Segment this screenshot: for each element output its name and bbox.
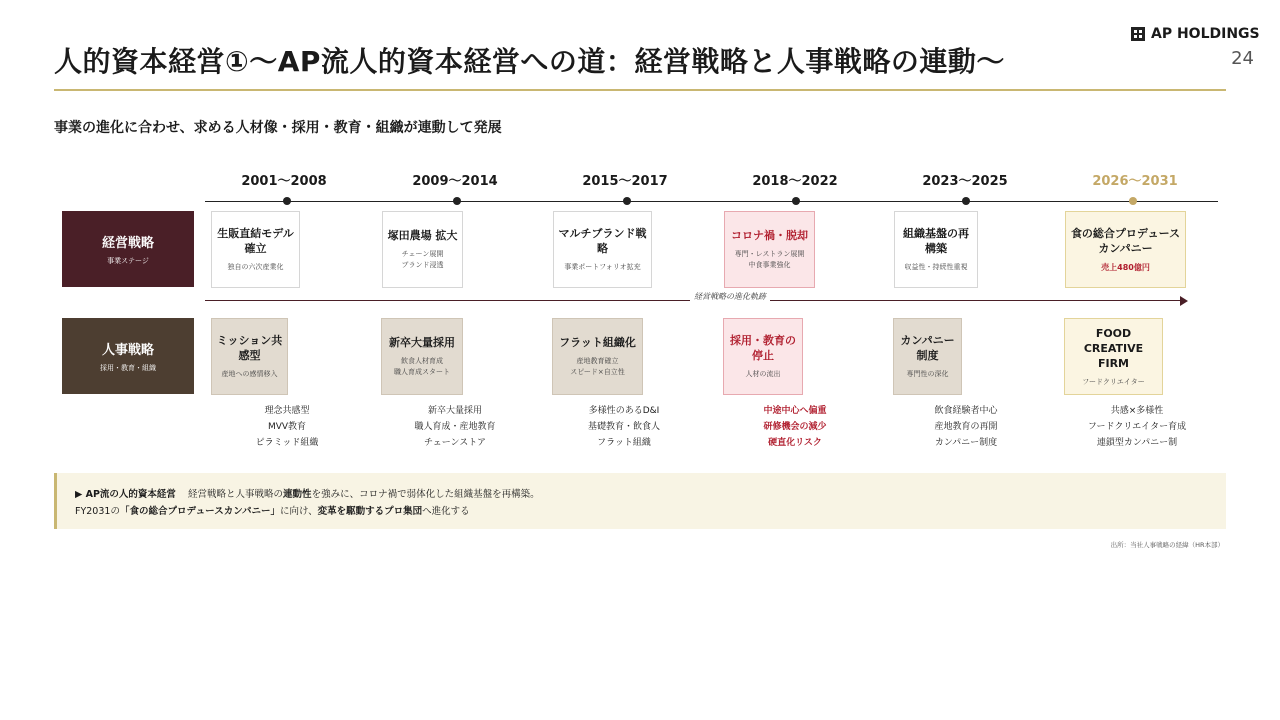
card-detail: 収益性・持続性重視 xyxy=(904,263,968,271)
strategy-stage-card xyxy=(211,211,300,288)
revenue-target: 売上480億円 xyxy=(1101,263,1150,272)
note-item: 多様性のあるD&I xyxy=(588,406,660,416)
hr-stage-card xyxy=(893,318,962,395)
card-detail: 専門性の深化 xyxy=(906,370,949,378)
hr-stage-card xyxy=(381,318,463,395)
card-title: ミッション共感型 xyxy=(216,334,283,362)
note-item: 職人育成・産地教育 xyxy=(414,422,496,432)
summary-text: 経営戦略と人事戦略の xyxy=(188,489,284,500)
year-label: 2015〜2017 xyxy=(582,174,668,189)
year-label: 2018〜2022 xyxy=(752,174,838,189)
row-label-title: 人事戦略 xyxy=(101,343,154,358)
card-title: 生販直結モデル確立 xyxy=(217,227,294,255)
strategy-stage-card xyxy=(553,211,652,288)
timeline-dot xyxy=(453,197,461,205)
stage-notes xyxy=(212,403,362,451)
summary-text: へ進化する xyxy=(422,506,470,517)
stage-notes xyxy=(891,403,1041,451)
summary-heading: ▶ AP流の人的資本経営 xyxy=(75,489,176,500)
note-item: チェーンストア xyxy=(423,438,486,448)
card-detail: 専門・レストラン展開 中食事業強化 xyxy=(734,250,805,269)
card-title: コロナ禍・脱却 xyxy=(731,229,808,242)
strategy-stage-card-future xyxy=(1065,211,1186,288)
note-item: ピラミッド組織 xyxy=(255,438,319,448)
company-logo xyxy=(1131,26,1260,42)
timeline-dot-future xyxy=(1129,197,1137,205)
card-detail: 事業ポートフォリオ拡充 xyxy=(564,263,641,271)
note-item: 硬直化リスク xyxy=(768,438,822,448)
source-note: 出所：当社人事戦略の経緯（HR本部） xyxy=(1110,541,1224,549)
note-item: 新卒大量採用 xyxy=(427,406,482,416)
year-label: 2001〜2008 xyxy=(241,174,327,189)
card-detail: 産地への感情移入 xyxy=(221,370,278,378)
page-number: 24 xyxy=(1231,48,1254,69)
note-item: フードクリエイター育成 xyxy=(1087,422,1187,432)
logo-mark-icon xyxy=(1131,27,1145,41)
row-label-hr xyxy=(62,318,194,394)
hr-stage-card-alert xyxy=(723,318,803,395)
strategy-stage-card-alert xyxy=(724,211,815,288)
year-label: 2023〜2025 xyxy=(922,174,1008,189)
timeline-dot xyxy=(962,197,970,205)
hr-stage-card xyxy=(211,318,288,395)
note-item: 基礎教育・飲食人 xyxy=(587,422,660,432)
summary-text: に向け、 xyxy=(280,506,318,517)
summary-box xyxy=(54,473,1226,529)
note-item: 連鎖型カンパニー制 xyxy=(1096,438,1178,448)
card-detail: フードクリエイター xyxy=(1082,377,1145,386)
year-label: 2009〜2014 xyxy=(412,174,498,189)
card-detail: 独自の六次産業化 xyxy=(227,263,284,271)
card-detail: チェーン展開 ブランド浸透 xyxy=(401,250,444,269)
note-item: 産地教育の再開 xyxy=(934,422,998,432)
card-detail: 飲食人材育成 職人育成スタート xyxy=(394,357,450,376)
title-divider xyxy=(54,89,1226,91)
card-title: カンパニー制度 xyxy=(900,334,955,362)
summary-text: FY2031の xyxy=(75,506,120,517)
card-title: 塚田農場 拡大 xyxy=(387,229,458,242)
strategy-stage-card xyxy=(894,211,978,288)
card-detail: 人材の流出 xyxy=(745,370,781,378)
stage-notes xyxy=(380,403,530,451)
note-item: 理念共感型 xyxy=(264,406,310,416)
arrow-label-text: 経営戦略の進化軌跡 xyxy=(690,292,770,301)
note-item: カンパニー制度 xyxy=(934,438,998,448)
stage-notes xyxy=(1062,403,1212,451)
timeline-axis xyxy=(205,201,1218,202)
card-title: 食の総合プロデュースカンパニー xyxy=(1070,227,1181,255)
row-label-subtitle: 採用・教育・組織 xyxy=(100,364,156,372)
row-label-subtitle: 事業ステージ xyxy=(107,257,149,265)
summary-line-2 xyxy=(75,503,1208,520)
stage-notes xyxy=(549,403,699,451)
note-item: 研修機会の減少 xyxy=(763,422,827,432)
note-item: 中途中心へ偏重 xyxy=(763,406,827,416)
slide-subtitle: 事業の進化に合わせ、求める人材像・採用・教育・組織が連動して発展 xyxy=(54,120,502,136)
page-title: 人的資本経営①〜AP流人的資本経営への道：経営戦略と人事戦略の連動〜 xyxy=(54,45,1005,78)
logo-text: AP HOLDINGS xyxy=(1151,26,1260,42)
summary-emphasis: 「食の総合プロデュースカンパニー」 xyxy=(119,506,281,517)
summary-emphasis: 変革を駆動するプロ集団 xyxy=(317,506,423,517)
card-title: 組織基盤の再構築 xyxy=(903,227,969,255)
year-label-future: 2026〜2031 xyxy=(1092,174,1178,189)
row-label-strategy xyxy=(62,211,194,287)
row-label-title: 経営戦略 xyxy=(101,236,154,251)
card-title: FOOD CREATIVE FIRM xyxy=(1083,326,1144,370)
arrow-right-icon xyxy=(1180,296,1188,306)
note-item: フラット組織 xyxy=(597,438,651,448)
card-title: 新卒大量採用 xyxy=(389,336,455,349)
note-item: 飲食経験者中心 xyxy=(934,406,998,416)
summary-text: を強みに、コロナ禍で弱体化した組織基盤を再構築。 xyxy=(311,489,540,500)
card-title: フラット組織化 xyxy=(559,336,636,349)
evolution-arrow-label xyxy=(600,291,860,302)
timeline-dot xyxy=(283,197,291,205)
note-item: MVV教育 xyxy=(267,422,307,432)
summary-line-1 xyxy=(75,486,1208,503)
stage-notes-alert xyxy=(720,403,870,451)
strategy-stage-card xyxy=(382,211,463,288)
timeline-dot xyxy=(792,197,800,205)
hr-stage-card xyxy=(552,318,643,395)
card-title: マルチブランド戦略 xyxy=(558,227,647,255)
card-detail: 産地教育確立 スピード×自立性 xyxy=(570,357,625,376)
note-item: 共感×多様性 xyxy=(1110,406,1164,416)
summary-emphasis: 連動性 xyxy=(283,489,312,500)
hr-stage-card-future xyxy=(1064,318,1163,395)
card-title: 採用・教育の停止 xyxy=(730,334,796,362)
timeline-dot xyxy=(623,197,631,205)
